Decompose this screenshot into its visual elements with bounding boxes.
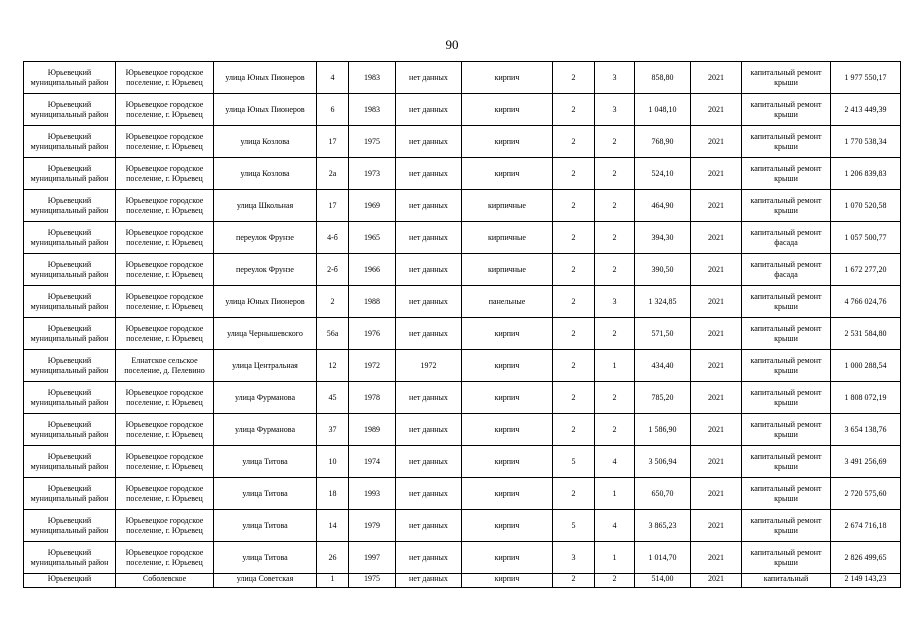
- cell-year-commissioned: нет данных: [396, 446, 462, 478]
- cell-year-built: 1988: [349, 286, 396, 318]
- cell-floors: 2: [553, 286, 595, 318]
- housing-repair-table: [23, 61, 901, 588]
- cell-year-built: 1972: [349, 350, 396, 382]
- cell-area: 1 324,85: [635, 286, 691, 318]
- cell-district: Юрьевецкий муниципальный район: [24, 126, 116, 158]
- cell-wall-material: кирпич: [462, 62, 553, 94]
- cell-work-type: капитальный ремонт крыши: [742, 126, 831, 158]
- cell-year-commissioned: нет данных: [396, 62, 462, 94]
- cell-plan-year: 2021: [691, 446, 742, 478]
- cell-settlement: Юрьевецкое городское поселение, г. Юрьевец: [116, 286, 214, 318]
- table-row: [24, 478, 901, 510]
- table-row: [24, 126, 901, 158]
- cell-entrances: 1: [595, 542, 635, 574]
- cell-district: Юрьевецкий муниципальный район: [24, 542, 116, 574]
- cell-work-type: капитальный ремонт крыши: [742, 286, 831, 318]
- cell-floors: 2: [553, 222, 595, 254]
- cell-year-built: 1978: [349, 382, 396, 414]
- cell-street: улица Юных Пионеров: [214, 62, 317, 94]
- cell-district: Юрьевецкий муниципальный район: [24, 158, 116, 190]
- table-row: [24, 286, 901, 318]
- cell-floors: 2: [553, 318, 595, 350]
- cell-floors: 5: [553, 510, 595, 542]
- cell-street: улица Школьная: [214, 190, 317, 222]
- cell-floors: 2: [553, 478, 595, 510]
- cell-settlement: Юрьевецкое городское поселение, г. Юрьевец: [116, 446, 214, 478]
- cell-year-commissioned: нет данных: [396, 158, 462, 190]
- cell-plan-year: 2021: [691, 222, 742, 254]
- table-row: [24, 222, 901, 254]
- cell-cost: 1 977 550,17: [831, 62, 901, 94]
- cell-settlement: Юрьевецкое городское поселение, г. Юрьевец: [116, 382, 214, 414]
- cell-floors: 3: [553, 542, 595, 574]
- cell-plan-year: 2021: [691, 382, 742, 414]
- cell-district: Юрьевецкий муниципальный район: [24, 318, 116, 350]
- cell-wall-material: кирпичные: [462, 190, 553, 222]
- cell-work-type: капитальный ремонт крыши: [742, 542, 831, 574]
- cell-district: Юрьевецкий муниципальный район: [24, 190, 116, 222]
- cell-wall-material: кирпич: [462, 350, 553, 382]
- page-number: 90: [445, 37, 459, 52]
- cell-year-built: 1997: [349, 542, 396, 574]
- cell-street: улица Титова: [214, 510, 317, 542]
- cell-district: Юрьевецкий муниципальный район: [24, 446, 116, 478]
- cell-year-commissioned: нет данных: [396, 94, 462, 126]
- cell-settlement: Юрьевецкое городское поселение, г. Юрьевец: [116, 478, 214, 510]
- cell-year-commissioned: нет данных: [396, 478, 462, 510]
- cell-street: улица Козлова: [214, 158, 317, 190]
- cell-work-type: капитальный ремонт крыши: [742, 382, 831, 414]
- cell-entrances: 2: [595, 158, 635, 190]
- cell-settlement: Юрьевецкое городское поселение, г. Юрьевец: [116, 190, 214, 222]
- cell-cost: 2 674 716,18: [831, 510, 901, 542]
- cell-house-number: 4-б: [317, 222, 349, 254]
- cell-cost: 1 070 520,58: [831, 190, 901, 222]
- cell-settlement: Юрьевецкое городское поселение, г. Юрьевец: [116, 414, 214, 446]
- cell-year-built: 1975: [349, 574, 396, 588]
- cell-house-number: 18: [317, 478, 349, 510]
- cell-entrances: 1: [595, 478, 635, 510]
- cell-settlement: Юрьевецкое городское поселение, г. Юрьевец: [116, 94, 214, 126]
- cell-year-built: 1966: [349, 254, 396, 286]
- cell-year-commissioned: нет данных: [396, 126, 462, 158]
- cell-wall-material: кирпич: [462, 94, 553, 126]
- cell-cost: 2 720 575,60: [831, 478, 901, 510]
- cell-work-type: капитальный ремонт крыши: [742, 414, 831, 446]
- table-row: [24, 414, 901, 446]
- cell-area: 858,80: [635, 62, 691, 94]
- cell-area: 434,40: [635, 350, 691, 382]
- cell-street: улица Советская: [214, 574, 317, 588]
- cell-wall-material: кирпич: [462, 158, 553, 190]
- cell-settlement: Юрьевецкое городское поселение, г. Юрьевец: [116, 62, 214, 94]
- cell-cost: 1 206 839,83: [831, 158, 901, 190]
- cell-cost: 1 057 500,77: [831, 222, 901, 254]
- cell-area: 394,30: [635, 222, 691, 254]
- cell-house-number: 14: [317, 510, 349, 542]
- cell-work-type: капитальный ремонт крыши: [742, 350, 831, 382]
- cell-area: 1 586,90: [635, 414, 691, 446]
- cell-entrances: 4: [595, 510, 635, 542]
- cell-street: улица Юных Пионеров: [214, 286, 317, 318]
- cell-plan-year: 2021: [691, 478, 742, 510]
- cell-cost: 2 531 584,80: [831, 318, 901, 350]
- cell-year-built: 1979: [349, 510, 396, 542]
- cell-cost: 4 766 024,76: [831, 286, 901, 318]
- cell-cost: 2 413 449,39: [831, 94, 901, 126]
- cell-settlement: Юрьевецкое городское поселение, г. Юрьевец: [116, 126, 214, 158]
- cell-work-type: капитальный: [742, 574, 831, 588]
- cell-district: Юрьевецкий муниципальный район: [24, 62, 116, 94]
- cell-work-type: капитальный ремонт фасада: [742, 254, 831, 286]
- table-row: [24, 446, 901, 478]
- table-row: [24, 254, 901, 286]
- cell-floors: 2: [553, 254, 595, 286]
- cell-plan-year: 2021: [691, 542, 742, 574]
- cell-house-number: 6: [317, 94, 349, 126]
- cell-house-number: 56а: [317, 318, 349, 350]
- cell-street: улица Титова: [214, 542, 317, 574]
- cell-entrances: 2: [595, 414, 635, 446]
- cell-street: улица Юных Пионеров: [214, 94, 317, 126]
- cell-area: 514,00: [635, 574, 691, 588]
- cell-year-built: 1965: [349, 222, 396, 254]
- table-row: [24, 158, 901, 190]
- table-row: [24, 542, 901, 574]
- cell-cost: 3 491 256,69: [831, 446, 901, 478]
- cell-entrances: 2: [595, 382, 635, 414]
- cell-year-built: 1974: [349, 446, 396, 478]
- cell-cost: 2 826 499,65: [831, 542, 901, 574]
- cell-district: Юрьевецкий муниципальный район: [24, 254, 116, 286]
- cell-floors: 2: [553, 574, 595, 588]
- cell-settlement: Юрьевецкое городское поселение, г. Юрьевец: [116, 318, 214, 350]
- cell-district: Юрьевецкий муниципальный район: [24, 94, 116, 126]
- cell-plan-year: 2021: [691, 318, 742, 350]
- cell-plan-year: 2021: [691, 158, 742, 190]
- cell-wall-material: кирпичные: [462, 222, 553, 254]
- cell-district: Юрьевецкий муниципальный район: [24, 350, 116, 382]
- cell-wall-material: кирпич: [462, 510, 553, 542]
- cell-floors: 2: [553, 158, 595, 190]
- cell-street: улица Фурманова: [214, 414, 317, 446]
- cell-settlement: Юрьевецкое городское поселение, г. Юрьевец: [116, 254, 214, 286]
- cell-work-type: капитальный ремонт крыши: [742, 318, 831, 350]
- cell-year-commissioned: нет данных: [396, 414, 462, 446]
- cell-work-type: капитальный ремонт крыши: [742, 62, 831, 94]
- cell-wall-material: кирпич: [462, 382, 553, 414]
- cell-entrances: 2: [595, 318, 635, 350]
- cell-street: переулок Фрунзе: [214, 254, 317, 286]
- cell-floors: 2: [553, 94, 595, 126]
- cell-floors: 2: [553, 126, 595, 158]
- cell-floors: 2: [553, 414, 595, 446]
- cell-wall-material: кирпич: [462, 318, 553, 350]
- cell-cost: 1 000 288,54: [831, 350, 901, 382]
- cell-area: 650,70: [635, 478, 691, 510]
- cell-area: 524,10: [635, 158, 691, 190]
- cell-district: Юрьевецкий муниципальный район: [24, 414, 116, 446]
- cell-cost: 3 654 138,76: [831, 414, 901, 446]
- table-row: [24, 574, 901, 588]
- cell-wall-material: панельные: [462, 286, 553, 318]
- cell-wall-material: кирпичные: [462, 254, 553, 286]
- cell-year-commissioned: нет данных: [396, 286, 462, 318]
- table-row: [24, 318, 901, 350]
- cell-entrances: 2: [595, 126, 635, 158]
- cell-plan-year: 2021: [691, 350, 742, 382]
- cell-district: Юрьевецкий муниципальный район: [24, 286, 116, 318]
- cell-house-number: 4: [317, 62, 349, 94]
- cell-area: 768,90: [635, 126, 691, 158]
- cell-year-commissioned: нет данных: [396, 222, 462, 254]
- cell-cost: 1 672 277,20: [831, 254, 901, 286]
- cell-year-commissioned: нет данных: [396, 254, 462, 286]
- cell-cost: 1 808 072,19: [831, 382, 901, 414]
- cell-house-number: 1: [317, 574, 349, 588]
- cell-house-number: 26: [317, 542, 349, 574]
- cell-house-number: 2-б: [317, 254, 349, 286]
- cell-work-type: капитальный ремонт крыши: [742, 478, 831, 510]
- cell-house-number: 2: [317, 286, 349, 318]
- cell-street: улица Титова: [214, 478, 317, 510]
- cell-entrances: 3: [595, 94, 635, 126]
- cell-entrances: 3: [595, 62, 635, 94]
- cell-work-type: капитальный ремонт фасада: [742, 222, 831, 254]
- cell-district: Юрьевецкий муниципальный район: [24, 382, 116, 414]
- cell-year-built: 1983: [349, 94, 396, 126]
- cell-settlement: Юрьевецкое городское поселение, г. Юрьевец: [116, 542, 214, 574]
- cell-street: переулок Фрунзе: [214, 222, 317, 254]
- cell-street: улица Титова: [214, 446, 317, 478]
- cell-plan-year: 2021: [691, 62, 742, 94]
- cell-area: 464,90: [635, 190, 691, 222]
- cell-year-commissioned: 1972: [396, 350, 462, 382]
- cell-plan-year: 2021: [691, 126, 742, 158]
- cell-wall-material: кирпич: [462, 574, 553, 588]
- cell-settlement: Соболевское: [116, 574, 214, 588]
- cell-house-number: 2а: [317, 158, 349, 190]
- cell-house-number: 37: [317, 414, 349, 446]
- cell-plan-year: 2021: [691, 286, 742, 318]
- cell-work-type: капитальный ремонт крыши: [742, 94, 831, 126]
- cell-settlement: Юрьевецкое городское поселение, г. Юрьевец: [116, 158, 214, 190]
- table-row: [24, 350, 901, 382]
- table-row: [24, 382, 901, 414]
- cell-year-built: 1993: [349, 478, 396, 510]
- cell-district: Юрьевецкий муниципальный район: [24, 510, 116, 542]
- cell-wall-material: кирпич: [462, 446, 553, 478]
- cell-street: улица Центральная: [214, 350, 317, 382]
- cell-year-commissioned: нет данных: [396, 190, 462, 222]
- table-row: [24, 510, 901, 542]
- cell-year-built: 1983: [349, 62, 396, 94]
- cell-year-commissioned: нет данных: [396, 574, 462, 588]
- cell-area: 571,50: [635, 318, 691, 350]
- cell-entrances: 2: [595, 222, 635, 254]
- cell-plan-year: 2021: [691, 574, 742, 588]
- table-row: [24, 94, 901, 126]
- cell-settlement: Елнатское сельское поселение, д. Пелевино: [116, 350, 214, 382]
- cell-year-built: 1976: [349, 318, 396, 350]
- cell-floors: 2: [553, 382, 595, 414]
- cell-year-commissioned: нет данных: [396, 542, 462, 574]
- cell-plan-year: 2021: [691, 254, 742, 286]
- cell-district: Юрьевецкий: [24, 574, 116, 588]
- cell-work-type: капитальный ремонт крыши: [742, 158, 831, 190]
- cell-street: улица Козлова: [214, 126, 317, 158]
- cell-year-built: 1969: [349, 190, 396, 222]
- cell-floors: 2: [553, 62, 595, 94]
- cell-settlement: Юрьевецкое городское поселение, г. Юрьевец: [116, 510, 214, 542]
- cell-cost: 1 770 538,34: [831, 126, 901, 158]
- cell-work-type: капитальный ремонт крыши: [742, 190, 831, 222]
- cell-settlement: Юрьевецкое городское поселение, г. Юрьевец: [116, 222, 214, 254]
- cell-plan-year: 2021: [691, 94, 742, 126]
- cell-plan-year: 2021: [691, 510, 742, 542]
- cell-house-number: 45: [317, 382, 349, 414]
- cell-entrances: 1: [595, 350, 635, 382]
- cell-house-number: 17: [317, 126, 349, 158]
- cell-district: Юрьевецкий муниципальный район: [24, 222, 116, 254]
- cell-area: 3 506,94: [635, 446, 691, 478]
- cell-area: 785,20: [635, 382, 691, 414]
- cell-house-number: 17: [317, 190, 349, 222]
- cell-street: улица Фурманова: [214, 382, 317, 414]
- cell-plan-year: 2021: [691, 190, 742, 222]
- cell-year-built: 1973: [349, 158, 396, 190]
- cell-year-built: 1989: [349, 414, 396, 446]
- cell-wall-material: кирпич: [462, 542, 553, 574]
- cell-district: Юрьевецкий муниципальный район: [24, 478, 116, 510]
- cell-wall-material: кирпич: [462, 478, 553, 510]
- table-row: [24, 62, 901, 94]
- cell-cost: 2 149 143,23: [831, 574, 901, 588]
- cell-work-type: капитальный ремонт крыши: [742, 446, 831, 478]
- cell-year-built: 1975: [349, 126, 396, 158]
- table-row: [24, 190, 901, 222]
- cell-plan-year: 2021: [691, 414, 742, 446]
- cell-entrances: 2: [595, 254, 635, 286]
- cell-entrances: 2: [595, 574, 635, 588]
- cell-area: 1 014,70: [635, 542, 691, 574]
- cell-wall-material: кирпич: [462, 126, 553, 158]
- cell-floors: 5: [553, 446, 595, 478]
- cell-house-number: 12: [317, 350, 349, 382]
- cell-floors: 2: [553, 350, 595, 382]
- cell-entrances: 3: [595, 286, 635, 318]
- cell-street: улица Чернышевского: [214, 318, 317, 350]
- cell-house-number: 10: [317, 446, 349, 478]
- cell-area: 390,50: [635, 254, 691, 286]
- cell-area: 1 048,10: [635, 94, 691, 126]
- cell-entrances: 2: [595, 190, 635, 222]
- cell-floors: 2: [553, 190, 595, 222]
- cell-work-type: капитальный ремонт крыши: [742, 510, 831, 542]
- cell-year-commissioned: нет данных: [396, 510, 462, 542]
- cell-entrances: 4: [595, 446, 635, 478]
- cell-year-commissioned: нет данных: [396, 318, 462, 350]
- cell-year-commissioned: нет данных: [396, 382, 462, 414]
- cell-wall-material: кирпич: [462, 414, 553, 446]
- cell-area: 3 865,23: [635, 510, 691, 542]
